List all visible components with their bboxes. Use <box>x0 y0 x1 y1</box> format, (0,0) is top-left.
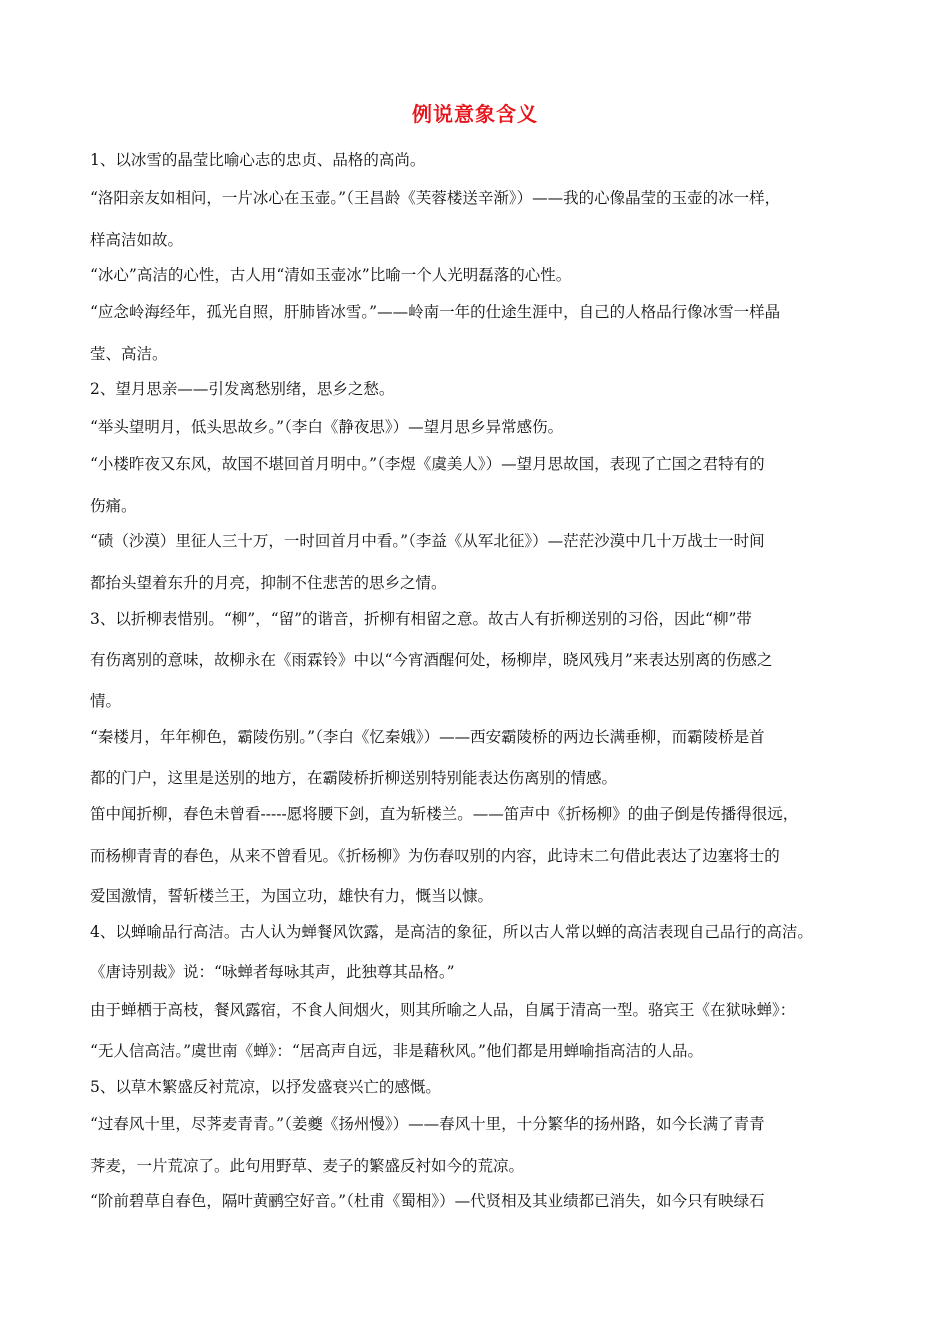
text-line: “小楼昨夜又东风，故国不堪回首月明中。”（李煜《虞美人》）—望月思故国，表现了亡国之君特有的 <box>90 455 765 473</box>
text-line: “碛（沙漠）里征人三十万，一时回首月中看。”（李益《从军北征》）—茫茫沙漠中几十万战士一时间 <box>90 532 765 550</box>
text-line: 都抬头望着东升的月亮，抑制不住悲苦的思乡之情。 <box>90 574 447 592</box>
text-line: 而杨柳青青的春色，从来不曾看见。《折杨柳》为伤春叹别的内容，此诗末二句借此表达了边塞将士的 <box>90 847 780 865</box>
text-line: “举头望明月，低头思故乡。”（李白《静夜思》）—望月思乡异常感伤。 <box>90 418 564 436</box>
text-line: 都的门户，这里是送别的地方，在霸陵桥折柳送别特别能表达伤离别的情感。 <box>90 769 618 787</box>
text-line: 由于蝉栖于高枝，餐风露宿，不食人间烟火，则其所喻之人品，自属于清高一型。骆宾王《在狱咏蝉》： <box>90 1001 796 1019</box>
text-line: “冰心”高洁的心性，古人用“清如玉壶冰”比喻一个人光明磊落的心性。 <box>90 266 572 284</box>
text-line: “无人信高洁。”虞世南《蝉》：“居高声自远，非是藉秋风。”他们都是用蝉喻指高洁的人品。 <box>90 1042 703 1060</box>
text-line: “过春风十里，尽荠麦青青。”（姜夔《扬州慢》）——春风十里，十分繁华的扬州路，如今长满了青青 <box>90 1115 765 1133</box>
text-line: 4、以蝉喻品行高洁。古人认为蝉餐风饮露，是高洁的象征，所以古人常以蝉的高洁表现自己品行的高洁。 <box>90 923 813 941</box>
document-title: 例说意象含义 <box>412 102 538 126</box>
text-line: 《唐诗别裁》说：“咏蝉者每咏其声，此独尊其品格。” <box>90 963 455 981</box>
text-line: 伤痛。 <box>90 497 137 515</box>
text-line: “应念岭海经年，孤光自照，肝肺皆冰雪。”——岭南一年的仕途生涯中，自己的人格品行像冰雪一样晶 <box>90 303 781 321</box>
text-line: 笛中闻折柳，春色未曾看-----愿将腰下剑，直为斩楼兰。——笛声中《折杨柳》的曲子倒是传播得很远， <box>90 805 799 823</box>
text-line: 荠麦，一片荒凉了。此句用野草、麦子的繁盛反衬如今的荒凉。 <box>90 1157 525 1175</box>
text-line: “洛阳亲友如相问，一片冰心在玉壶。”（王昌龄《芙蓉楼送辛渐》）——我的心像晶莹的玉壶的冰一样， <box>90 189 781 207</box>
text-line: 2、望月思亲——引发离愁别绪，思乡之愁。 <box>90 380 395 398</box>
text-line: 爱国激情，誓斩楼兰王，为国立功，雄快有力，慨当以慷。 <box>90 887 494 905</box>
text-line: 5、以草木繁盛反衬荒凉，以抒发盛衰兴亡的感慨。 <box>90 1078 441 1096</box>
text-line: “秦楼月，年年柳色，霸陵伤别。”（李白《忆秦娥》）——西安霸陵桥的两边长满垂柳，而霸陵桥是首 <box>90 728 765 746</box>
text-line: 莹、高洁。 <box>90 345 168 363</box>
text-line: 情。 <box>90 692 122 710</box>
text-line: 样高洁如故。 <box>90 231 184 249</box>
text-line: 3、以折柳表惜别。“柳”，“留”的谐音，折柳有相留之意。故古人有折柳送别的习俗，因此“柳”带 <box>90 610 752 628</box>
text-line: “阶前碧草自春色，隔叶黄鹂空好音。”（杜甫《蜀相》）—代贤相及其业绩都已消失，如今只有映绿石 <box>90 1192 765 1210</box>
text-line: 有伤离别的意味，故柳永在《雨霖铃》中以“今宵酒醒何处，杨柳岸，晓风残月”来表达别离的伤感之 <box>90 651 773 669</box>
text-line: 1、以冰雪的晶莹比喻心志的忠贞、品格的高尚。 <box>90 151 426 169</box>
